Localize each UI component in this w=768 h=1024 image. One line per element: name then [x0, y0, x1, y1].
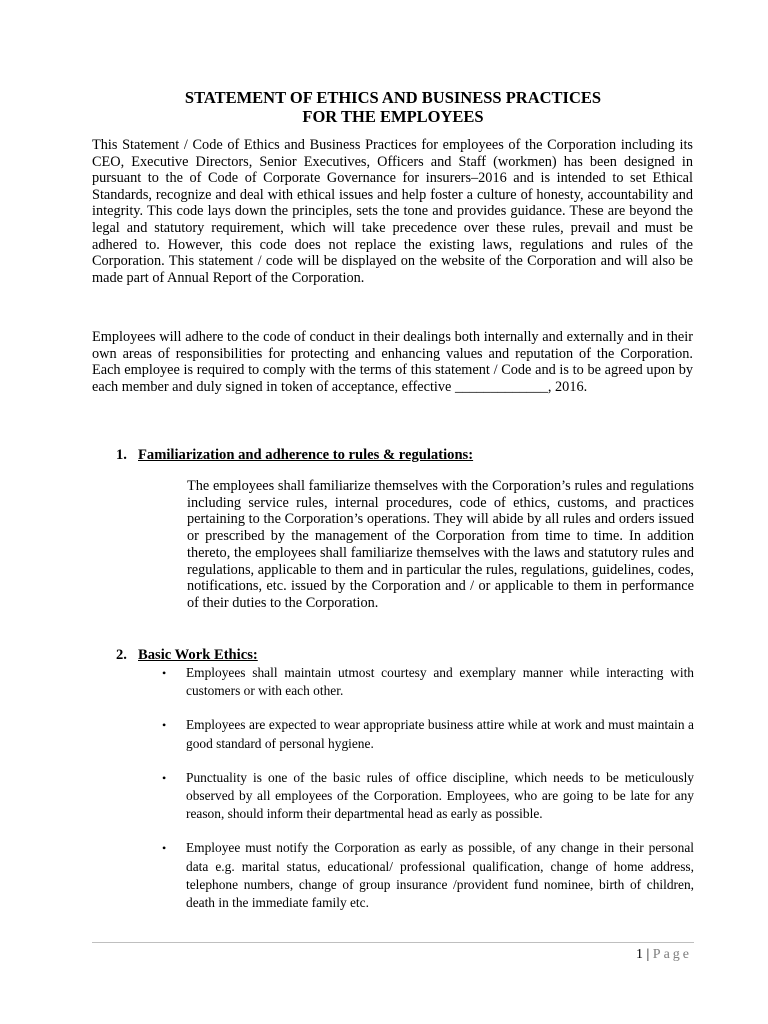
list-item [160, 839, 694, 912]
section-1-heading [116, 446, 473, 464]
section-1-title: Familiarization and adherence to rules & regulations: [138, 447, 474, 463]
page-number: 1 [635, 947, 643, 962]
adherence-paragraph: Employees will adhere to the code of conduct in their dealings both internally and externally and in their own areas of responsibilities for protecting and enhancing values and reputation of the Corporation. Each employee is required to comply with the terms of this statement / Code and is to be agreed upon by each member and duly signed in token of acceptance, effective _____________, 2016. [92, 329, 693, 395]
section-2-number: 2. [116, 647, 127, 663]
list-item [160, 716, 694, 752]
page-label: Page [652, 947, 692, 962]
page-footer [636, 946, 692, 964]
footer-divider [92, 942, 694, 943]
section-2-title: Basic Work Ethics: [138, 647, 258, 663]
intro-paragraph: This Statement / Code of Ethics and Business Practices for employees of the Corporation including its CEO, Executive Directors, Senior Executives, Officers and Staff (workmen) has been designed in pursuant to the of Code of Corporate Governance for insurers–2016 and is intended to set Ethical Standards, recognize and deal with ethical issues and help foster a culture of honesty, accountability and integrity. This code lays down the principles, sets the tone and provides guidance. These are beyond the legal and statutory requirement, which will take precedence over these rules, prevail and must be adhered to. However, this code does not replace the existing laws, regulations and rules of the Corporation. This statement / code will be displayed on the website of the Corporation and will also be made part of Annual Report of the Corporation. [92, 137, 693, 286]
bullet-text: Employee must notify the Corporation as early as possible, of any change in their personal data e.g. marital status, educational/ professional qualification, change of home address, telephone numbers, change of group insurance /provident fund nominee, birth of children, death in the immediate family etc. [186, 840, 694, 911]
list-item [160, 664, 694, 700]
bullet-text: Punctuality is one of the basic rules of office discipline, which needs to be meticulously observed by all employees of the Corporation. Employees, who are going to be late for any reason, should inform their departmental head as early as possible. [186, 769, 694, 822]
section-1-number: 1. [116, 447, 127, 463]
bullet-text: Employees shall maintain utmost courtesy and exemplary manner while interacting with customers or with each other. [186, 665, 694, 699]
section-2-heading [116, 646, 258, 664]
bullet-icon: • [162, 718, 167, 733]
bullet-icon: • [162, 770, 167, 785]
document-title [92, 88, 694, 126]
section-1-body: The employees shall familiarize themselves with the Corporation’s rules and regulations including service rules, internal procedures, code of ethics, customs, and practices pertaining to the Corporation’s operations. They will abide by all rules and orders issued or prescribed by the management of the Corporation from time to time. In addition thereto, the employees shall familiarize themselves with the laws and statutory rules and regulations, applicable to them and in particular the rules, regulations, guidelines, codes, notifications, etc. issued by the Corporation and / or applicable to them in performance of their duties to the Corporation. [187, 478, 694, 611]
footer-separator: | [646, 947, 650, 962]
title-line-2: FOR THE EMPLOYEES [302, 107, 484, 126]
work-ethics-list [160, 664, 694, 928]
list-item [160, 769, 694, 824]
title-line-1: STATEMENT OF ETHICS AND BUSINESS PRACTICES [184, 88, 602, 107]
bullet-icon: • [162, 841, 167, 856]
bullet-text: Employees are expected to wear appropriate business attire while at work and must maintain a good standard of personal hygiene. [186, 717, 694, 751]
bullet-icon: • [162, 666, 167, 680]
